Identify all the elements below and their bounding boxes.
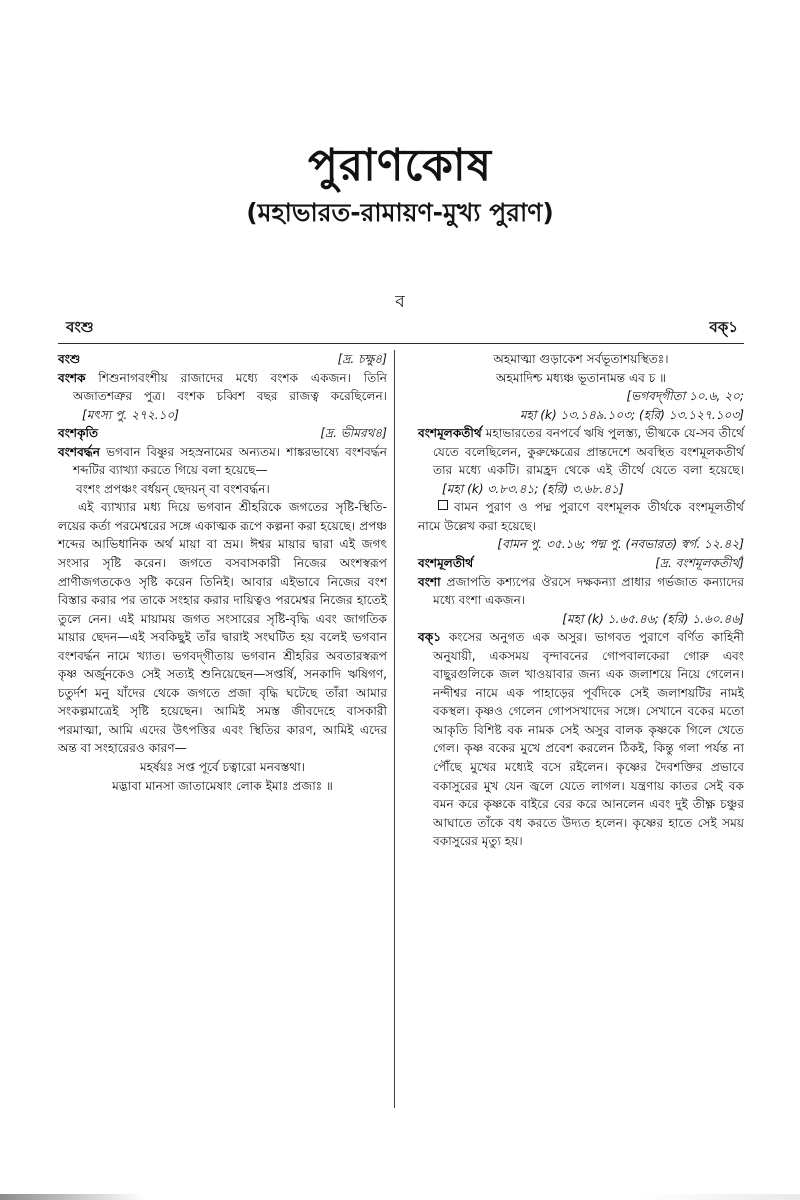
entry-citation: মহা (k) ১৩.১৪৯.১০৩; (হরি) ১৩.১২৭.১০৩] [519, 407, 744, 422]
section-letter: ব [395, 292, 405, 312]
entry-cross-reference: [দ্র. চক্ষু৪] [337, 352, 387, 366]
entry-citation: [মহা (k) ৩.৮৩.৪১; (হরি) ৩.৬৮.৪১] [442, 481, 624, 496]
dictionary-entry [418, 628, 744, 851]
column-right [401, 350, 744, 1114]
entry-headword: বক্১ [418, 630, 442, 645]
dictionary-entry [58, 424, 387, 443]
entry-headword: বংশমূলতীর্থ [418, 556, 474, 571]
entry-text: কংসের অনুগত এক অসুর। ভাগবত পুরাণে বর্ণিত কাহিনী অনুযায়ী, একসময় বৃন্দাবনের গোপবালকেরা গোরু এবং বাছুরগুলিকে জল খাওয়াবার জন্য এক জলাশয়ে নিয়ে গেলেন। নন্দীশ্বর নামে এক পাহাড়ের পূর্বদিকে সেই জলাশয়টির নামই বকস্থল। কৃষ্ণও গেলেন গোপসখাদের সঙ্গে। সেখানে বকের মতো আকৃতি বিশিষ্ট বক নামক সেই অসুর বালক কৃষ্ণকে গিলে খেতে গেল। কৃষ্ণ বকের মুখে প্রবেশ করলেন ঠিকই, কিন্তু গলা পর্যন্ত না পৌঁছে মুখের মধ্যেই বসে রইলেন। কৃষ্ণের দৈবশক্তির প্রভাবে বকাসুরের মুখ যেন জ্বলে যেতে লাগল। যন্ত্রণায় কাতর সেই বক বমন করে কৃষ্ণকে বাইরে বের করে আনলেন এবং দুই তীক্ষ্ণ চঞ্চুর আঘাতে তাঁকে বধ করতে উদ্যত হলেন। কৃষ্ণের হাতে সেই সময় বকাসুরের মৃত্যু হয়। [433, 630, 744, 849]
entry-verse-line: মদ্ভাবা মানসা জাতামেষাং লোক ইমাঃ প্রজাঃ ॥ [112, 778, 333, 793]
entry-text: প্রজাপতি কশ্যপের ঔরসে দক্ষকন্যা প্রাধার গর্ভজাত কন্যাদের মধ্যে বংশা একজন। [433, 574, 744, 608]
dictionary-entry [58, 369, 387, 425]
masthead [0, 140, 800, 228]
entry-cross-reference: [দ্র. বংশমূলকতীর্থ] [655, 556, 744, 571]
page-subtitle: (মহাভারত-রামায়ণ-মুখ্য পুরাণ) [246, 197, 554, 227]
entry-verse-line: অহমাত্মা গুড়াকেশ সর্বভূতাশয়স্থিতঃ। [493, 352, 669, 366]
page-title: পুরাণকোষ [308, 140, 492, 191]
dictionary-entry [58, 443, 387, 480]
header-rule [58, 343, 744, 344]
dictionary-entry [418, 554, 744, 573]
dictionary-entry [418, 424, 744, 498]
entry-headword: বংশক [58, 370, 86, 385]
entry-headword: বংশকৃতি [58, 426, 99, 441]
note-citation: [বামন পু. ৩৫.১৬; পদ্ম পু. (নবভারত) স্বর্গ. ১২.৪২] [497, 537, 744, 552]
entry-headword: বংশবর্দ্ধন [58, 444, 100, 459]
entry-cross-reference: [দ্র. ভীমরথ৪] [320, 426, 387, 441]
entry-headword: বংশমূলকতীর্থ [418, 426, 482, 441]
entry-verse-line: অহমাদিশ্চ মধ্যঞ্চ ভূতানামন্ত এব চ ॥ [496, 370, 666, 385]
entry-headword: বংশা [418, 574, 441, 589]
entry-text: শিশুনাগবংশীয় রাজাদের মধ্যে বংশক একজন। তিনি অজাতশত্রুর পুত্র। বংশক চব্বিশ বছর রাজত্ব করেছিলেন। [73, 370, 387, 404]
entry-verse-line: মহর্ষয়ঃ সপ্ত পূর্বে চত্বারো মনবস্তথা। [139, 760, 306, 775]
entry-text: ভগবান বিষ্ণুর সহস্রনামের অন্যতম। শাঙ্করভাষ্যে বংশবর্দ্ধন শব্দটির ব্যাখ্যা করতে গিয়ে বলা হয়েছে— [73, 444, 387, 478]
entry-citation: [মৎস্য পু. ২৭২.১০] [82, 407, 179, 422]
entry-headword: বংশু [58, 352, 81, 366]
entry-citation: [ভগবদ্‌গীতা ১০.৬, ২০; [626, 389, 744, 404]
dictionary-entry [58, 350, 387, 369]
body-columns [58, 350, 744, 1114]
entry-explanation: এই ব্যাখ্যার মধ্য দিয়ে ভগবান শ্রীহরিকে জগতের সৃষ্টি-স্থিতি-লয়ের কর্তা পরমেশ্বরের সঙ্গে একাত্মক রূপে কল্পনা করা হয়েছে। প্রপঞ্চ শব্দের আভিধানিক অর্থ মায়া বা ভ্রম। ঈশ্বর মায়ার দ্বারা এই জগৎ সংসার সৃষ্টি করেন। জগতে বসবাসকারী নিজের অংশস্বরূপ প্রাণীজগতকেও সৃষ্টি করেন তিনিই। আবার এইভাবে নিজের বংশ বিস্তার করার পর তাকে সংহার করার দায়িত্বও পরমেশ্বর নিজের হাতেই তুলে নেন। এই মায়াময় জগত সংসারের সৃষ্টি-বৃদ্ধি এবং জাগতিক মায়ার ছেদন—এই সবকিছুই তাঁর দ্বারাই সংঘটিত হয় বলেই ভগবান বংশবর্দ্ধন নামে খ্যাত। ভগবদ্‌গীতায় ভগবান শ্রীহরির অবতারস্বরূপ কৃষ্ণ অর্জুনকেও সেই সত্যই শুনিয়েছেন—সপ্তর্ষি, সনকাদি ঋষিগণ, চতুর্দশ মনু যাঁদের থেকে জগতে প্রজা বৃদ্ধি ঘটেছে তাঁরা আমার সংকল্পমাত্রেই সৃষ্টি হয়েছেন। আমিই সমস্ত জীবদেহে বাসকারী পরমাত্মা, আমি এদের উৎপত্তির এবং স্থিতির কারণ, আমিই এদের অন্ত বা সংহারেরও কারণ— [58, 500, 387, 756]
dictionary-entry [418, 573, 744, 610]
note-text: বামন পুরাণ ও পদ্ম পুরাণে বংশমূলক তীর্থকে বংশমূলতীর্থ নামে উল্লেখ করা হয়েছে। [418, 500, 744, 533]
entry-verse-line: বংশং প্রপঞ্চং বর্ধয়ন্ ছেদয়ন্ বা বংশবর্দ্ধন। [76, 481, 270, 496]
running-head-right: বক্১ [709, 318, 738, 336]
entry-citation: [মহা (k) ১.৬৫.৪৬; (হরি) ১.৬০.৪৬] [562, 611, 744, 626]
scan-edge-shadow [0, 1194, 800, 1200]
column-left [58, 350, 401, 1114]
running-head-left: বংশু [66, 318, 94, 336]
square-marker-icon [438, 500, 448, 510]
entry-text: মহাভারতের বনপর্বে ঋষি পুলস্ত্য, ভীষ্মকে যে-সব তীর্থে যেতে বলেছিলেন, কুরুক্ষেত্রের প্রান্তদেশে অবস্থিত বংশমূলকতীর্থ তার মধ্যে একটি। রামহ্রদ থেকে এই তীর্থে যেতে বলা হয়েছে। [433, 426, 744, 478]
dictionary-note [418, 498, 744, 535]
